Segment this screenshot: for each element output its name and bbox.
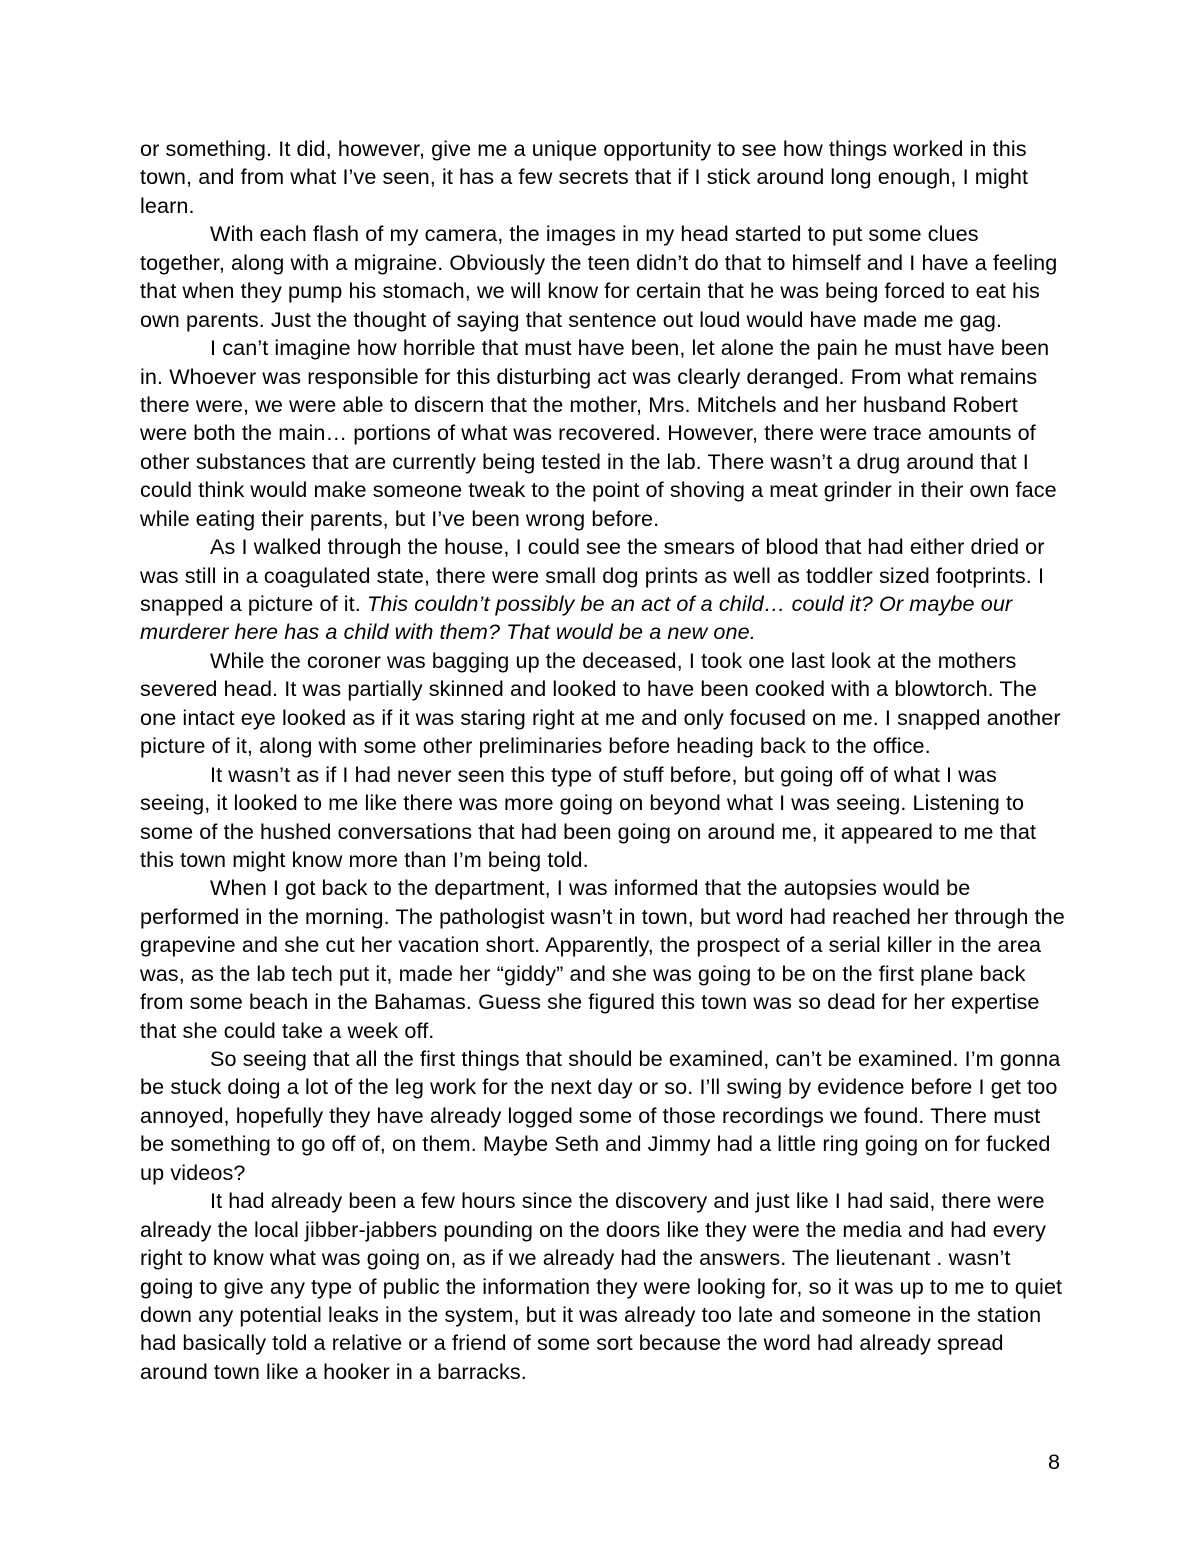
text-line xyxy=(140,448,1070,476)
text-line xyxy=(140,505,1070,533)
text-run: town, and from what I’ve seen, it has a few secrets that if I stick around long enough, I might xyxy=(140,164,1029,190)
text-line xyxy=(140,590,1070,618)
text-line xyxy=(140,391,1070,419)
text-run: It wasn’t as if I had never seen this type of stuff before, but going off of what I was xyxy=(210,761,997,787)
text-run: from some beach in the Bahamas. Guess she figured this town was so dead for her expertise xyxy=(140,989,1040,1015)
text-line xyxy=(140,1244,1070,1272)
text-line xyxy=(140,220,1070,248)
text-run: around town like a hooker in a barracks. xyxy=(140,1358,527,1384)
text-run: had basically told a relative or a friend of some sort because the word had already spread xyxy=(140,1330,1004,1356)
paragraph xyxy=(140,647,1070,761)
text-run: in. Whoever was responsible for this disturbing act was clearly deranged. From what remains xyxy=(140,363,1038,389)
text-run: that when they pump his stomach, we will know for certain that he was being forced to eat his xyxy=(140,278,1040,304)
text-line xyxy=(140,419,1070,447)
text-line xyxy=(140,647,1070,675)
italic-text-run: This couldn’t possibly be an act of a child… could it? Or maybe our xyxy=(366,591,1013,616)
text-line xyxy=(140,846,1070,874)
text-run: that she could take a week off. xyxy=(140,1017,435,1043)
text-run: one intact eye looked as if it was staring right at me and only focused on me. I snapped another xyxy=(140,704,1061,730)
text-line xyxy=(140,675,1070,703)
paragraph xyxy=(140,334,1070,533)
text-line xyxy=(140,704,1070,732)
text-line xyxy=(140,1358,1070,1386)
text-run: When I got back to the department, I was informed that the autopsies would be xyxy=(210,875,971,901)
text-run: seeing, it looked to me like there was more going on beyond what I was seeing. Listening to xyxy=(140,790,1025,816)
text-line xyxy=(140,1045,1070,1073)
text-run: be stuck doing a lot of the leg work for the next day or so. I’ll swing by evidence before I get too xyxy=(140,1074,1058,1100)
text-line xyxy=(140,277,1070,305)
text-line xyxy=(140,960,1070,988)
paragraph xyxy=(140,761,1070,875)
text-line xyxy=(140,306,1070,334)
text-run: So seeing that all the first things that should be examined, can’t be examined. I’m gonna xyxy=(210,1046,1061,1071)
text-run: could think would make someone tweak to the point of shoving a meat grinder in their own face xyxy=(140,477,1057,503)
paragraph xyxy=(140,533,1070,647)
text-line xyxy=(140,618,1070,646)
text-run: while eating their parents, but I’ve been wrong before. xyxy=(140,505,660,531)
text-run: As I walked through the house, I could see the smears of blood that had either dried or xyxy=(210,534,1045,560)
text-line xyxy=(140,1073,1070,1101)
document-body xyxy=(140,135,1070,1386)
text-line xyxy=(140,476,1070,504)
text-line xyxy=(140,1017,1070,1045)
paragraph xyxy=(140,220,1070,334)
paragraph xyxy=(140,1187,1070,1386)
text-run: learn. xyxy=(140,192,195,218)
text-line xyxy=(140,135,1070,163)
text-line xyxy=(140,249,1070,277)
text-run: With each flash of my camera, the images in my head started to put some clues xyxy=(210,221,979,247)
text-run: grapevine and she cut her vacation short. Apparently, the prospect of a serial killer in the area xyxy=(140,932,1042,958)
text-run: some of the hushed conversations that had been going on around me, it appeared to me that xyxy=(140,818,1037,844)
text-run: was, as the lab tech put it, made her “giddy” and she was going to be on the first plane back xyxy=(140,960,1026,986)
text-line xyxy=(140,1273,1070,1301)
text-run: was still in a coagulated state, there were small dog prints as well as toddler sized footprints. I xyxy=(140,562,1045,588)
italic-text-run: murderer here has a child with them? That would be a new one. xyxy=(140,619,756,645)
text-run: going to give any type of public the information they were looking for, so it was up to me to quiet xyxy=(140,1273,1063,1299)
text-line xyxy=(140,903,1070,931)
text-run: snapped a picture of it. xyxy=(140,591,367,616)
paragraph xyxy=(140,1045,1070,1187)
text-line xyxy=(140,761,1070,789)
page-number: 8 xyxy=(1047,1449,1060,1474)
text-line xyxy=(140,1216,1070,1244)
text-line xyxy=(140,818,1070,846)
text-run: While the coroner was bagging up the deceased, I took one last look at the mothers xyxy=(210,647,1017,673)
text-line xyxy=(140,988,1070,1016)
text-line xyxy=(140,533,1070,561)
text-run: together, along with a migraine. Obviously the teen didn’t do that to himself and I have a feeling xyxy=(140,249,1058,275)
text-line xyxy=(140,1329,1070,1357)
text-line xyxy=(140,562,1070,590)
text-line xyxy=(140,1187,1070,1215)
paragraph xyxy=(140,135,1070,220)
text-run: be something to go off of, on them. Maybe Seth and Jimmy had a little ring going on for fucked xyxy=(140,1131,1051,1157)
text-run: performed in the morning. The pathologist wasn’t in town, but word had reached her through the xyxy=(140,903,1065,929)
text-line xyxy=(140,334,1070,362)
text-run: severed head. It was partially skinned and looked to have been cooked with a blowtorch. The xyxy=(140,676,1037,702)
text-run: I can’t imagine how horrible that must have been, let alone the pain he must have been xyxy=(210,335,1050,361)
text-line xyxy=(140,192,1070,220)
text-line xyxy=(140,363,1070,391)
text-line xyxy=(140,931,1070,959)
text-run: already the local jibber-jabbers pounding on the doors like they were the media and had every xyxy=(140,1216,1046,1242)
text-line xyxy=(140,789,1070,817)
text-run: It had already been a few hours since the discovery and just like I had said, there were xyxy=(210,1188,1045,1214)
text-run: down any potential leaks in the system, but it was already too late and someone in the station xyxy=(140,1301,1042,1327)
paragraph xyxy=(140,874,1070,1045)
text-run: annoyed, hopefully they have already logged some of those recordings we found. There must xyxy=(140,1102,1041,1128)
text-line xyxy=(140,1130,1070,1158)
text-line xyxy=(140,1159,1070,1187)
text-line xyxy=(140,1301,1070,1329)
text-run: other substances that are currently being tested in the lab. There wasn’t a drug around that I xyxy=(140,448,1029,474)
text-run: picture of it, along with some other preliminaries before heading back to the office. xyxy=(140,733,931,759)
text-run: there were, we were able to discern that the mother, Mrs. Mitchels and her husband Robert xyxy=(140,391,1018,417)
text-line xyxy=(140,1102,1070,1130)
text-line xyxy=(140,874,1070,902)
text-run: own parents. Just the thought of saying that sentence out loud would have made me gag. xyxy=(140,306,1003,332)
text-run: or something. It did, however, give me a unique opportunity to see how things worked in this xyxy=(140,136,1027,161)
text-run: were both the main… portions of what was recovered. However, there were trace amounts of xyxy=(140,420,1036,446)
text-line xyxy=(140,732,1070,760)
text-run: up videos? xyxy=(140,1159,246,1185)
text-line xyxy=(140,163,1070,191)
text-run: right to know what was going on, as if we already had the answers. The lieutenant . wasn’t xyxy=(140,1245,1011,1271)
text-run: this town might know more than I’m being told. xyxy=(140,846,589,872)
